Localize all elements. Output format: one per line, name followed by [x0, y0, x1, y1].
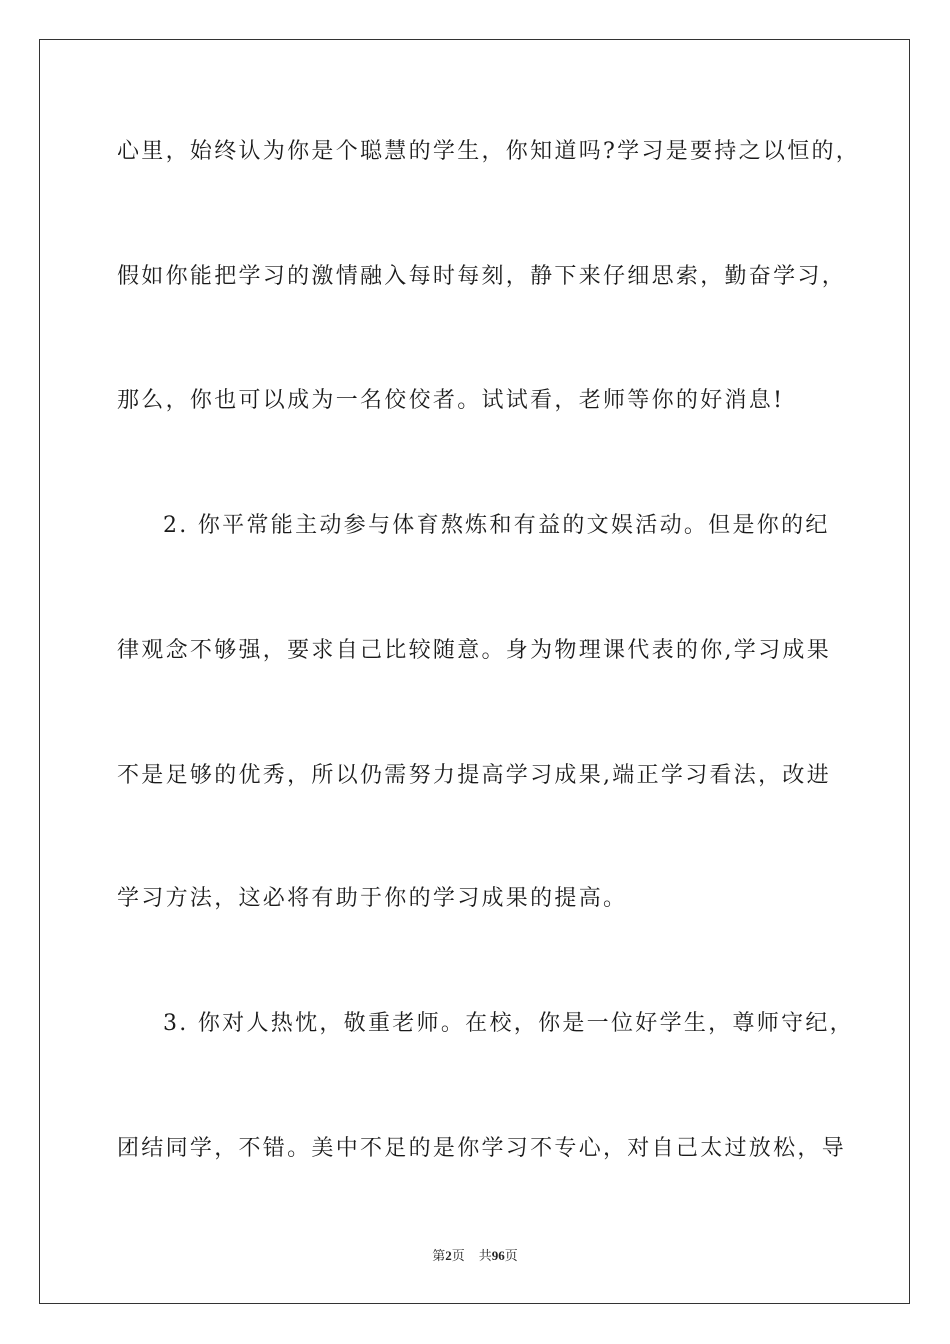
text-line-5: 律观念不够强，要求自己比较随意。身为物理课代表的你,学习成果: [117, 638, 831, 663]
total-prefix: 共: [478, 1249, 492, 1264]
page-number: 2: [445, 1248, 452, 1263]
page-footer: [0, 1248, 950, 1265]
page-frame: [39, 39, 910, 1304]
text-line-3: 那么，你也可以成为一名佼佼者。试试看，老师等你的好消息!: [117, 388, 785, 413]
text-line-1: 心里，始终认为你是个聪慧的学生，你知道吗?学习是要持之以恒的，: [117, 139, 861, 164]
text-line-6: 不是足够的优秀，所以仍需努力提高学习成果,端正学习看法，改进: [117, 763, 831, 788]
total-pages: 96: [491, 1248, 505, 1263]
text-line-7: 学习方法，这必将有助于你的学习成果的提高。: [117, 886, 628, 911]
text-line-4: 2. 你平常能主动参与体育熬炼和有益的文娱活动。但是你的纪: [163, 513, 830, 538]
page-suffix: 页: [451, 1249, 465, 1264]
text-line-8: 3. 你对人热忱，敬重老师。在校，你是一位好学生，尊师守纪，: [163, 1011, 854, 1036]
text-line-9: 团结同学，不错。美中不足的是你学习不专心，对自己太过放松，导: [117, 1136, 847, 1161]
text-line-2: 假如你能把学习的激情融入每时每刻，静下来仔细思索，勤奋学习，: [117, 264, 847, 289]
page-prefix: 第: [432, 1249, 446, 1264]
total-suffix: 页: [504, 1249, 518, 1264]
